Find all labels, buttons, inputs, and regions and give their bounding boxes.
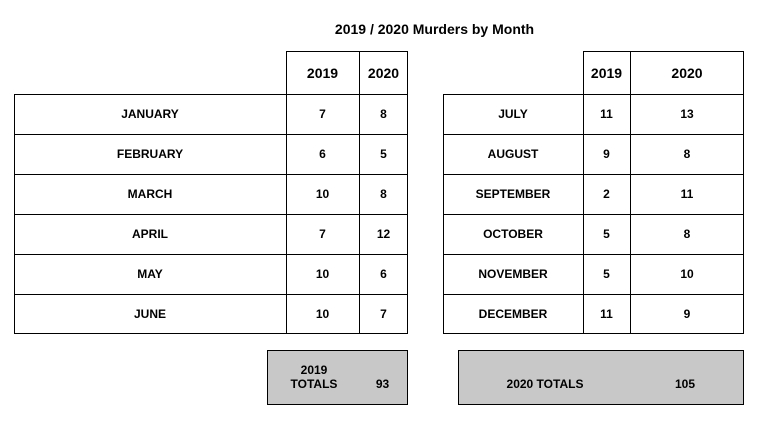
- right-header-2020: 2020: [671, 65, 703, 81]
- value-2020: 10: [680, 267, 694, 281]
- month-label: APRIL: [132, 227, 168, 241]
- month-label: MAY: [137, 267, 163, 281]
- value-2019: 5: [603, 267, 610, 281]
- value-2020: 13: [680, 107, 694, 121]
- month-label: OCTOBER: [483, 227, 543, 241]
- value-2020: 8: [683, 147, 691, 161]
- totals-2019-label-line1: 2019: [300, 363, 328, 377]
- month-label: DECEMBER: [478, 307, 548, 321]
- month-label: MARCH: [127, 187, 173, 201]
- value-2019: 10: [315, 267, 330, 281]
- month-label: SEPTEMBER: [475, 187, 551, 201]
- left-header-2019: 2019: [306, 65, 339, 81]
- value-2020: 9: [683, 307, 691, 321]
- left-header-2020: 2020: [367, 65, 400, 81]
- month-label: AUGUST: [487, 147, 539, 161]
- value-2019: 6: [319, 147, 326, 161]
- value-2020: 11: [680, 187, 694, 201]
- value-2020: 8: [380, 107, 387, 121]
- right-header-2019: 2019: [590, 65, 623, 81]
- value-2020: 8: [683, 227, 691, 241]
- month-label: NOVEMBER: [478, 267, 548, 281]
- totals-2019-label: [272, 362, 356, 392]
- value-2020: 12: [376, 227, 391, 241]
- totals-2019-value: 93: [375, 377, 390, 391]
- month-label: FEBRUARY: [116, 147, 184, 161]
- page-title: 2019 / 2020 Murders by Month: [334, 21, 535, 37]
- month-label: JANUARY: [121, 107, 179, 121]
- totals-2020-value: 105: [674, 377, 696, 391]
- value-2019: 9: [603, 147, 610, 161]
- value-2020: 5: [380, 147, 387, 161]
- value-2019: 11: [600, 107, 613, 121]
- value-2019: 2: [603, 187, 610, 201]
- totals-2019-label-line2: TOTALS: [290, 377, 338, 391]
- value-2019: 7: [319, 227, 326, 241]
- value-2020: 7: [380, 307, 387, 321]
- value-2019: 5: [603, 227, 610, 241]
- value-2020: 8: [380, 187, 387, 201]
- value-2019: 11: [600, 307, 613, 321]
- month-label: JULY: [498, 107, 528, 121]
- value-2019: 7: [319, 107, 326, 121]
- month-label: JUNE: [133, 307, 166, 321]
- totals-2020-label: 2020 TOTALS: [506, 377, 584, 391]
- value-2019: 10: [315, 307, 330, 321]
- value-2020: 6: [380, 267, 387, 281]
- value-2019: 10: [315, 187, 330, 201]
